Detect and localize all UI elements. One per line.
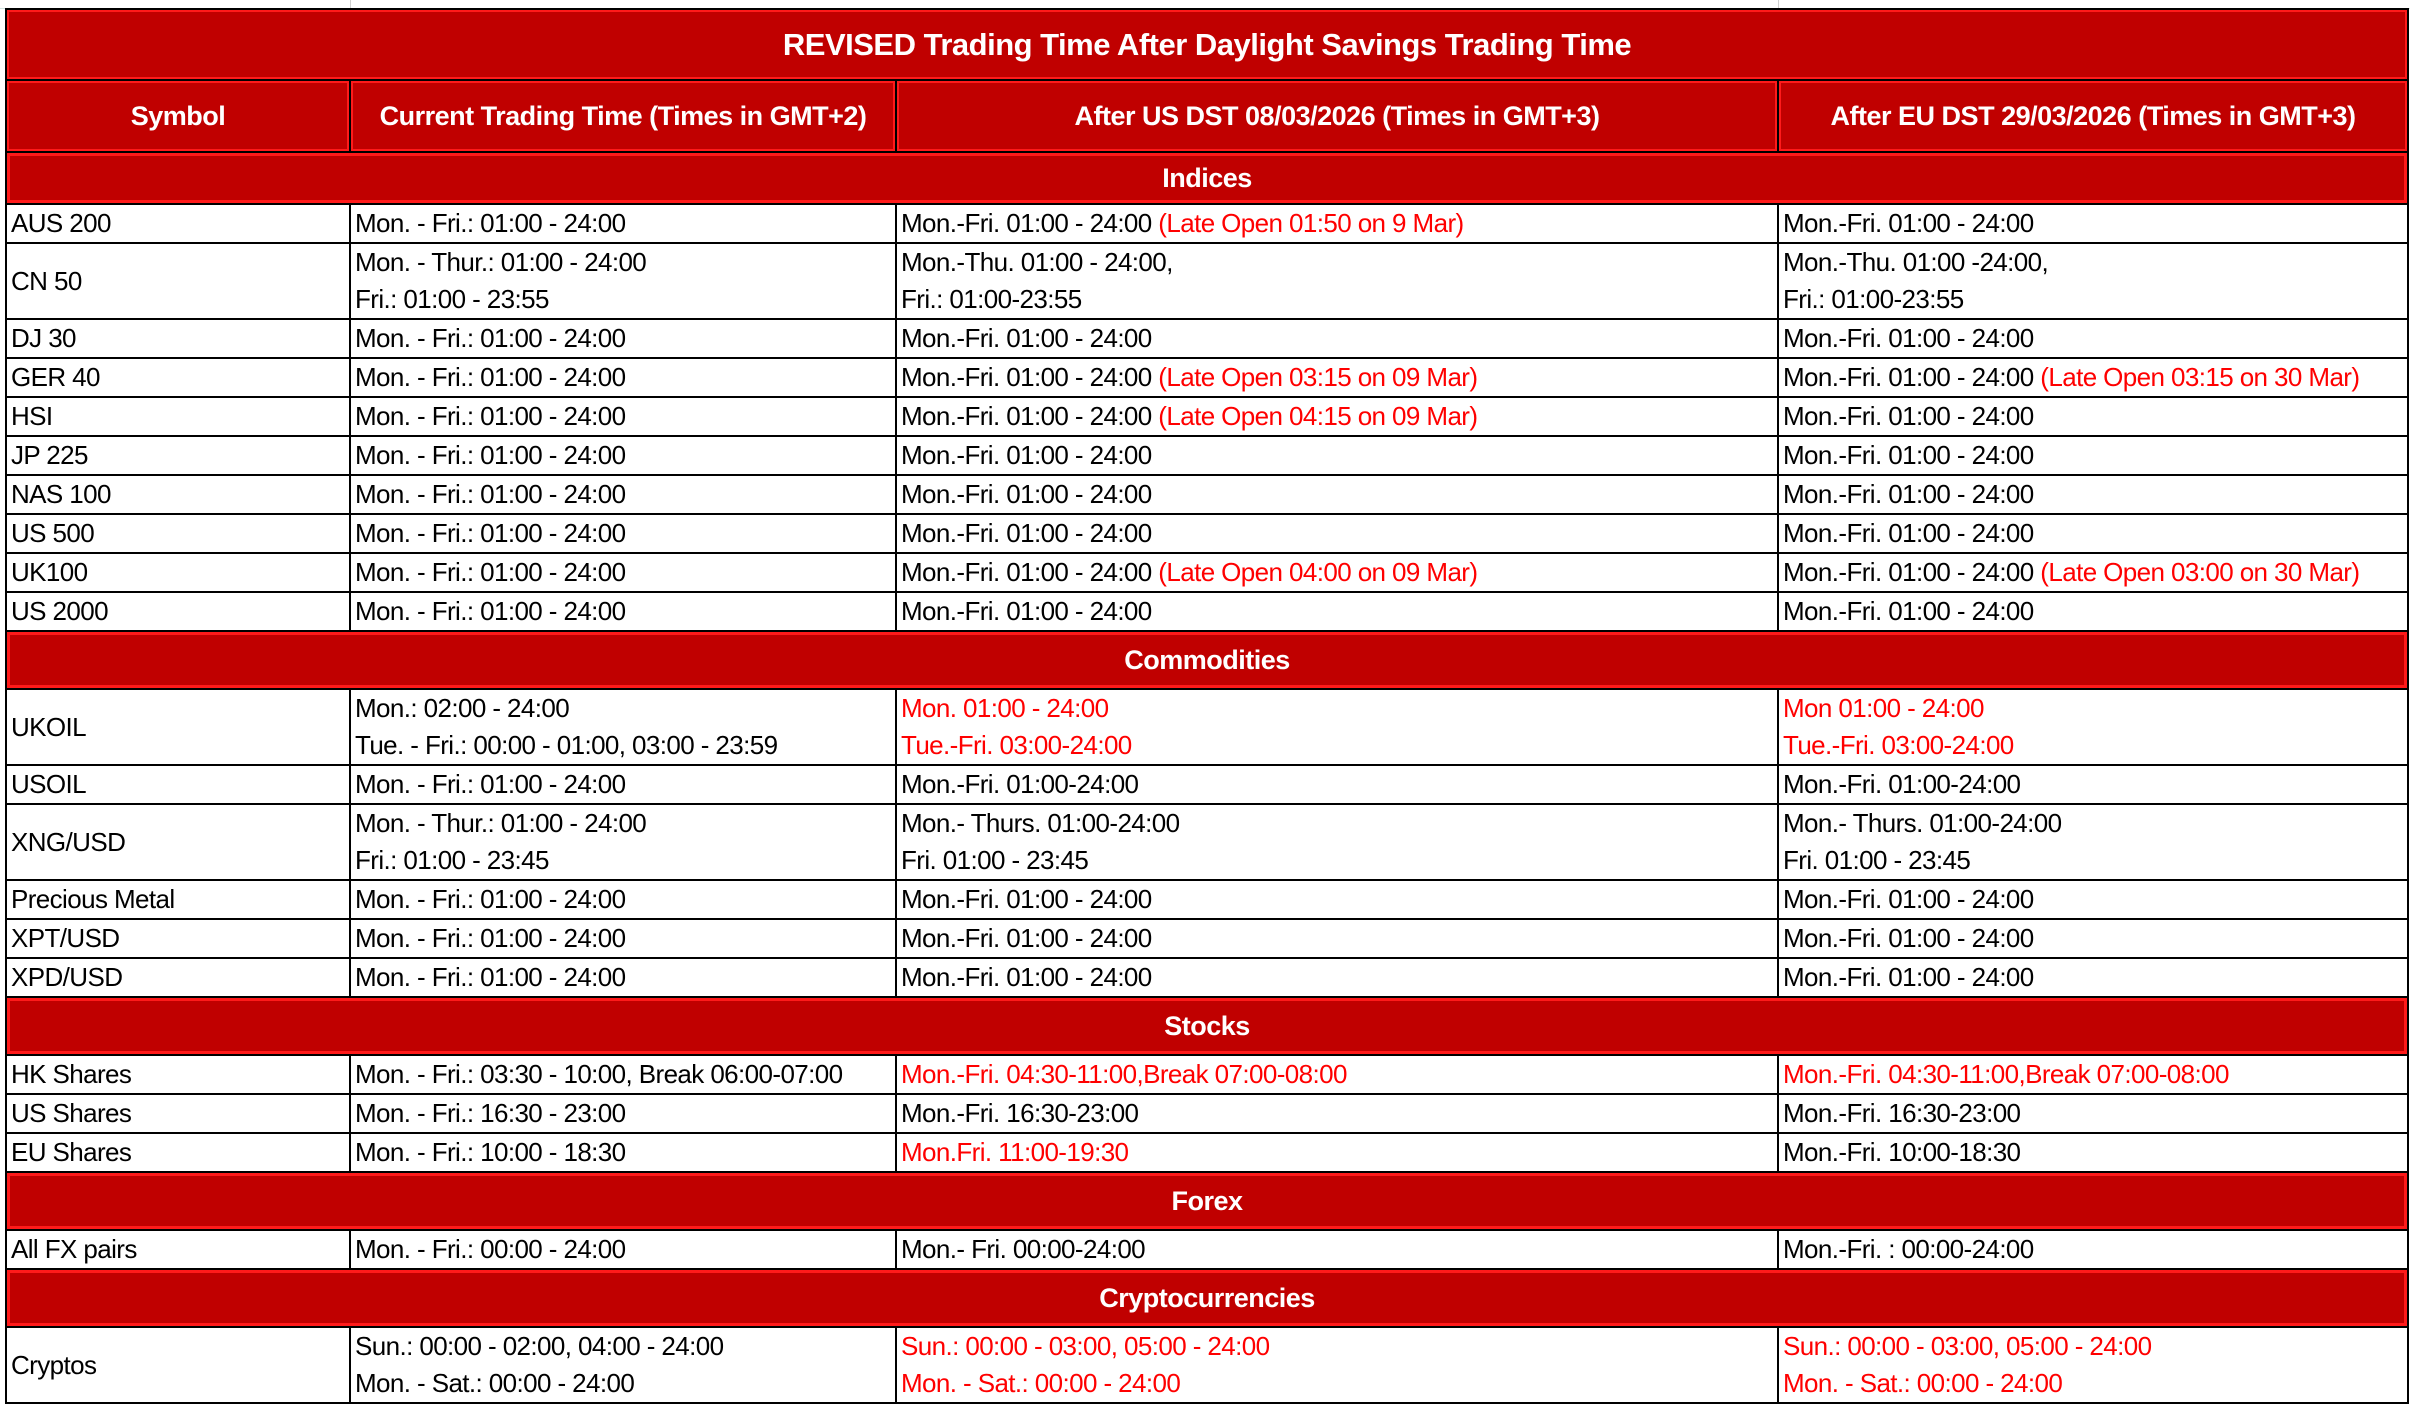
time-line: Mon. - Fri.: 01:00 - 24:00 [355, 769, 626, 799]
us-dst-time-cell [896, 204, 1778, 243]
column-header-symbol: Symbol [6, 80, 350, 152]
time-line: Mon.-Fri. 01:00 - 24:00 [1783, 884, 2034, 914]
time-line: Sun.: 00:00 - 03:00, 05:00 - 24:00 [1783, 1331, 2152, 1361]
time-line: Mon. - Fri.: 10:00 - 18:30 [355, 1137, 626, 1167]
current-time-cell [350, 475, 896, 514]
time-line: Mon.-Fri. : 00:00-24:00 [1783, 1234, 2034, 1264]
current-time-cell [350, 804, 896, 880]
table-row [6, 804, 2408, 880]
time-line: Mon.-Fri. 01:00 - 24:00 [1783, 362, 2034, 392]
time-line: Mon. - Sat.: 00:00 - 24:00 [355, 1368, 635, 1398]
us-dst-time-cell [896, 958, 1778, 997]
current-time-cell [350, 1094, 896, 1133]
time-line: Mon.-Fri. 01:00 - 24:00 [1783, 518, 2034, 548]
time-line: Mon.-Fri. 01:00 - 24:00 [1783, 401, 2034, 431]
time-line: Mon. - Thur.: 01:00 - 24:00 [355, 247, 647, 277]
section-header-indices [6, 152, 2408, 204]
time-line: Mon.-Fri. 01:00 - 24:00 [1783, 557, 2034, 587]
time-line: Mon.-Fri. 01:00 - 24:00 [901, 518, 1152, 548]
current-time-cell [350, 397, 896, 436]
eu-dst-time-cell [1778, 592, 2408, 631]
time-line: Mon. - Fri.: 01:00 - 24:00 [355, 208, 626, 238]
time-line: Mon.-Fri. 01:00 - 24:00 [901, 962, 1152, 992]
table-row [6, 319, 2408, 358]
time-line: Mon. - Fri.: 01:00 - 24:00 [355, 596, 626, 626]
late-open-note: (Late Open 03:00 on 30 Mar) [2040, 557, 2360, 587]
time-line: Mon. - Fri.: 01:00 - 24:00 [355, 884, 626, 914]
eu-dst-time-cell [1778, 689, 2408, 765]
time-line-with-note [1783, 554, 2403, 591]
time-line: Mon.-Fri. 01:00 - 24:00 [1783, 208, 2034, 238]
time-line: Mon.: 02:00 - 24:00 [355, 693, 570, 723]
time-line: Mon.-Thu. 01:00 -24:00, [1783, 247, 2049, 277]
eu-dst-time-cell [1778, 436, 2408, 475]
late-open-note: (Late Open 03:15 on 30 Mar) [2040, 362, 2360, 392]
eu-dst-time-cell [1778, 475, 2408, 514]
time-line: Mon.-Fri. 01:00 - 24:00 [1783, 440, 2034, 470]
eu-dst-time-cell [1778, 358, 2408, 397]
us-dst-time-cell [896, 397, 1778, 436]
time-line: Mon.-Fri. 01:00 - 24:00 [1783, 479, 2034, 509]
table-row [6, 765, 2408, 804]
us-dst-time-cell [896, 358, 1778, 397]
table-row [6, 958, 2408, 997]
time-line: Mon. - Fri.: 01:00 - 24:00 [355, 923, 626, 953]
time-line: Mon.-Fri. 01:00 - 24:00 [901, 440, 1152, 470]
current-time-cell [350, 689, 896, 765]
table-row [6, 592, 2408, 631]
current-time-cell [350, 1133, 896, 1172]
time-line: Mon. - Fri.: 01:00 - 24:00 [355, 962, 626, 992]
late-open-note: (Late Open 01:50 on 9 Mar) [1158, 208, 1464, 238]
current-time-cell [350, 880, 896, 919]
time-line: Mon. - Fri.: 01:00 - 24:00 [355, 323, 626, 353]
symbol-cell: USOIL [6, 765, 350, 804]
us-dst-time-cell [896, 436, 1778, 475]
time-line: Mon.-Fri. 01:00-24:00 [901, 769, 1139, 799]
trading-schedule-table [5, 8, 2409, 1404]
time-line: Mon.-Fri. 01:00-24:00 [1783, 769, 2021, 799]
time-line: Mon.-Fri. 01:00 - 24:00 [901, 208, 1152, 238]
current-time-cell [350, 1327, 896, 1403]
section-title: Stocks [6, 997, 2408, 1055]
table-row [6, 689, 2408, 765]
current-time-cell [350, 1230, 896, 1269]
eu-dst-time-cell [1778, 397, 2408, 436]
time-line: Mon. - Fri.: 03:30 - 10:00, Break 06:00-07:00 [355, 1059, 843, 1089]
symbol-cell: US Shares [6, 1094, 350, 1133]
table-row [6, 475, 2408, 514]
time-line-with-note [901, 205, 1773, 242]
eu-dst-time-cell [1778, 804, 2408, 880]
column-header-us-dst: After US DST 08/03/2026 (Times in GMT+3) [896, 80, 1778, 152]
table-row [6, 1133, 2408, 1172]
time-line: Fri.: 01:00-23:55 [1783, 284, 1964, 314]
late-open-note: (Late Open 03:15 on 09 Mar) [1158, 362, 1478, 392]
eu-dst-time-cell [1778, 319, 2408, 358]
time-line-with-note [901, 359, 1773, 396]
time-line: Mon. - Thur.: 01:00 - 24:00 [355, 808, 647, 838]
time-line: Mon.-Fri. 01:00 - 24:00 [1783, 596, 2034, 626]
time-line: Mon.-Fri. 10:00-18:30 [1783, 1137, 2021, 1167]
time-line: Sun.: 00:00 - 03:00, 05:00 - 24:00 [901, 1331, 1270, 1361]
eu-dst-time-cell [1778, 243, 2408, 319]
current-time-cell [350, 514, 896, 553]
time-line: Mon. - Fri.: 01:00 - 24:00 [355, 479, 626, 509]
time-line: Mon.-Fri. 01:00 - 24:00 [901, 401, 1152, 431]
eu-dst-time-cell [1778, 514, 2408, 553]
table-row [6, 1327, 2408, 1403]
current-time-cell [350, 319, 896, 358]
eu-dst-time-cell [1778, 1055, 2408, 1094]
time-line: Fri. 01:00 - 23:45 [901, 845, 1089, 875]
time-line: Mon.-Fri. 16:30-23:00 [1783, 1098, 2021, 1128]
symbol-cell: JP 225 [6, 436, 350, 475]
time-line: Mon.- Thurs. 01:00-24:00 [901, 808, 1180, 838]
time-line-with-note [901, 398, 1773, 435]
time-line: Mon. 01:00 - 24:00 [901, 693, 1109, 723]
time-line: Mon.-Fri. 01:00 - 24:00 [901, 884, 1152, 914]
us-dst-time-cell [896, 1133, 1778, 1172]
time-line: Mon. - Sat.: 00:00 - 24:00 [901, 1368, 1181, 1398]
us-dst-time-cell [896, 1230, 1778, 1269]
symbol-cell: DJ 30 [6, 319, 350, 358]
us-dst-time-cell [896, 765, 1778, 804]
time-line: Mon.-Fri. 04:30-11:00,Break 07:00-08:00 [1783, 1059, 2229, 1089]
table-row [6, 1055, 2408, 1094]
current-time-cell [350, 592, 896, 631]
current-time-cell [350, 958, 896, 997]
time-line: Mon. - Fri.: 01:00 - 24:00 [355, 362, 626, 392]
eu-dst-time-cell [1778, 204, 2408, 243]
symbol-cell: Precious Metal [6, 880, 350, 919]
eu-dst-time-cell [1778, 1094, 2408, 1133]
eu-dst-time-cell [1778, 880, 2408, 919]
time-line: Mon. - Fri.: 01:00 - 24:00 [355, 440, 626, 470]
current-time-cell [350, 1055, 896, 1094]
time-line: Mon.-Fri. 04:30-11:00,Break 07:00-08:00 [901, 1059, 1347, 1089]
eu-dst-time-cell [1778, 958, 2408, 997]
time-line: Mon.-Fri. 01:00 - 24:00 [901, 479, 1152, 509]
section-title: Indices [6, 152, 2408, 204]
us-dst-time-cell [896, 689, 1778, 765]
table-row [6, 880, 2408, 919]
us-dst-time-cell [896, 919, 1778, 958]
current-time-cell [350, 553, 896, 592]
eu-dst-time-cell [1778, 1230, 2408, 1269]
section-title: Commodities [6, 631, 2408, 689]
time-line: Mon. - Fri.: 01:00 - 24:00 [355, 401, 626, 431]
time-line: Mon.-Fri. 01:00 - 24:00 [1783, 962, 2034, 992]
section-title: Forex [6, 1172, 2408, 1230]
symbol-cell: Cryptos [6, 1327, 350, 1403]
symbol-cell: XPT/USD [6, 919, 350, 958]
time-line: Tue. - Fri.: 00:00 - 01:00, 03:00 - 23:59 [355, 730, 778, 760]
time-line: Mon.Fri. 11:00-19:30 [901, 1137, 1129, 1167]
column-divider [1778, 0, 1779, 8]
time-line: Tue.-Fri. 03:00-24:00 [901, 730, 1132, 760]
symbol-cell: US 2000 [6, 592, 350, 631]
table-row [6, 1094, 2408, 1133]
column-header-row [6, 80, 2408, 152]
current-time-cell [350, 436, 896, 475]
table-row [6, 553, 2408, 592]
column-header-eu-dst: After EU DST 29/03/2026 (Times in GMT+3) [1778, 80, 2408, 152]
time-line: Fri. 01:00 - 23:45 [1783, 845, 1971, 875]
column-divider [350, 0, 351, 8]
us-dst-time-cell [896, 1327, 1778, 1403]
eu-dst-time-cell [1778, 553, 2408, 592]
symbol-cell: UKOIL [6, 689, 350, 765]
time-line: Mon. - Fri.: 16:30 - 23:00 [355, 1098, 626, 1128]
us-dst-time-cell [896, 592, 1778, 631]
us-dst-time-cell [896, 1094, 1778, 1133]
column-header-current: Current Trading Time (Times in GMT+2) [350, 80, 896, 152]
eu-dst-time-cell [1778, 1133, 2408, 1172]
us-dst-time-cell [896, 243, 1778, 319]
table-row [6, 358, 2408, 397]
time-line: Mon.-Fri. 01:00 - 24:00 [901, 596, 1152, 626]
time-line: Mon.-Thu. 01:00 - 24:00, [901, 247, 1173, 277]
symbol-cell: HSI [6, 397, 350, 436]
current-time-cell [350, 243, 896, 319]
time-line: Mon.-Fri. 01:00 - 24:00 [1783, 323, 2034, 353]
time-line: Mon. - Fri.: 01:00 - 24:00 [355, 557, 626, 587]
symbol-cell: XNG/USD [6, 804, 350, 880]
late-open-note: (Late Open 04:00 on 09 Mar) [1158, 557, 1478, 587]
late-open-note: (Late Open 04:15 on 09 Mar) [1158, 401, 1478, 431]
time-line: Mon.-Fri. 01:00 - 24:00 [1783, 923, 2034, 953]
section-header-commodities [6, 631, 2408, 689]
table-row [6, 243, 2408, 319]
us-dst-time-cell [896, 514, 1778, 553]
time-line: Mon. - Fri.: 01:00 - 24:00 [355, 518, 626, 548]
symbol-cell: AUS 200 [6, 204, 350, 243]
time-line: Mon.- Fri. 00:00-24:00 [901, 1234, 1146, 1264]
us-dst-time-cell [896, 475, 1778, 514]
symbol-cell: UK100 [6, 553, 350, 592]
table-title: REVISED Trading Time After Daylight Savings Trading Time [6, 9, 2408, 80]
symbol-cell: HK Shares [6, 1055, 350, 1094]
us-dst-time-cell [896, 1055, 1778, 1094]
current-time-cell [350, 204, 896, 243]
table-title-row [6, 9, 2408, 80]
symbol-cell: NAS 100 [6, 475, 350, 514]
us-dst-time-cell [896, 804, 1778, 880]
section-header-forex [6, 1172, 2408, 1230]
us-dst-time-cell [896, 553, 1778, 592]
table-row [6, 397, 2408, 436]
time-line: Mon.- Thurs. 01:00-24:00 [1783, 808, 2062, 838]
time-line: Fri.: 01:00 - 23:55 [355, 284, 549, 314]
table-row [6, 436, 2408, 475]
eu-dst-time-cell [1778, 1327, 2408, 1403]
symbol-cell: All FX pairs [6, 1230, 350, 1269]
symbol-cell: XPD/USD [6, 958, 350, 997]
us-dst-time-cell [896, 880, 1778, 919]
time-line: Mon.-Fri. 01:00 - 24:00 [901, 362, 1152, 392]
section-title: Cryptocurrencies [6, 1269, 2408, 1327]
time-line: Sun.: 00:00 - 02:00, 04:00 - 24:00 [355, 1331, 724, 1361]
symbol-cell: CN 50 [6, 243, 350, 319]
table-row [6, 204, 2408, 243]
time-line-with-note [1783, 359, 2403, 396]
section-header-crypto [6, 1269, 2408, 1327]
eu-dst-time-cell [1778, 919, 2408, 958]
time-line-with-note [901, 554, 1773, 591]
time-line: Mon 01:00 - 24:00 [1783, 693, 1984, 723]
current-time-cell [350, 919, 896, 958]
time-line: Mon. - Fri.: 00:00 - 24:00 [355, 1234, 626, 1264]
time-line: Fri.: 01:00-23:55 [901, 284, 1082, 314]
current-time-cell [350, 765, 896, 804]
current-time-cell [350, 358, 896, 397]
symbol-cell: EU Shares [6, 1133, 350, 1172]
time-line: Mon. - Sat.: 00:00 - 24:00 [1783, 1368, 2063, 1398]
symbol-cell: US 500 [6, 514, 350, 553]
eu-dst-time-cell [1778, 765, 2408, 804]
time-line: Tue.-Fri. 03:00-24:00 [1783, 730, 2014, 760]
time-line: Mon.-Fri. 01:00 - 24:00 [901, 923, 1152, 953]
table-row [6, 919, 2408, 958]
table-row [6, 1230, 2408, 1269]
time-line: Fri.: 01:00 - 23:45 [355, 845, 549, 875]
us-dst-time-cell [896, 319, 1778, 358]
section-header-stocks [6, 997, 2408, 1055]
time-line: Mon.-Fri. 01:00 - 24:00 [901, 557, 1152, 587]
time-line: Mon.-Fri. 01:00 - 24:00 [901, 323, 1152, 353]
table-row [6, 514, 2408, 553]
symbol-cell: GER 40 [6, 358, 350, 397]
time-line: Mon.-Fri. 16:30-23:00 [901, 1098, 1139, 1128]
